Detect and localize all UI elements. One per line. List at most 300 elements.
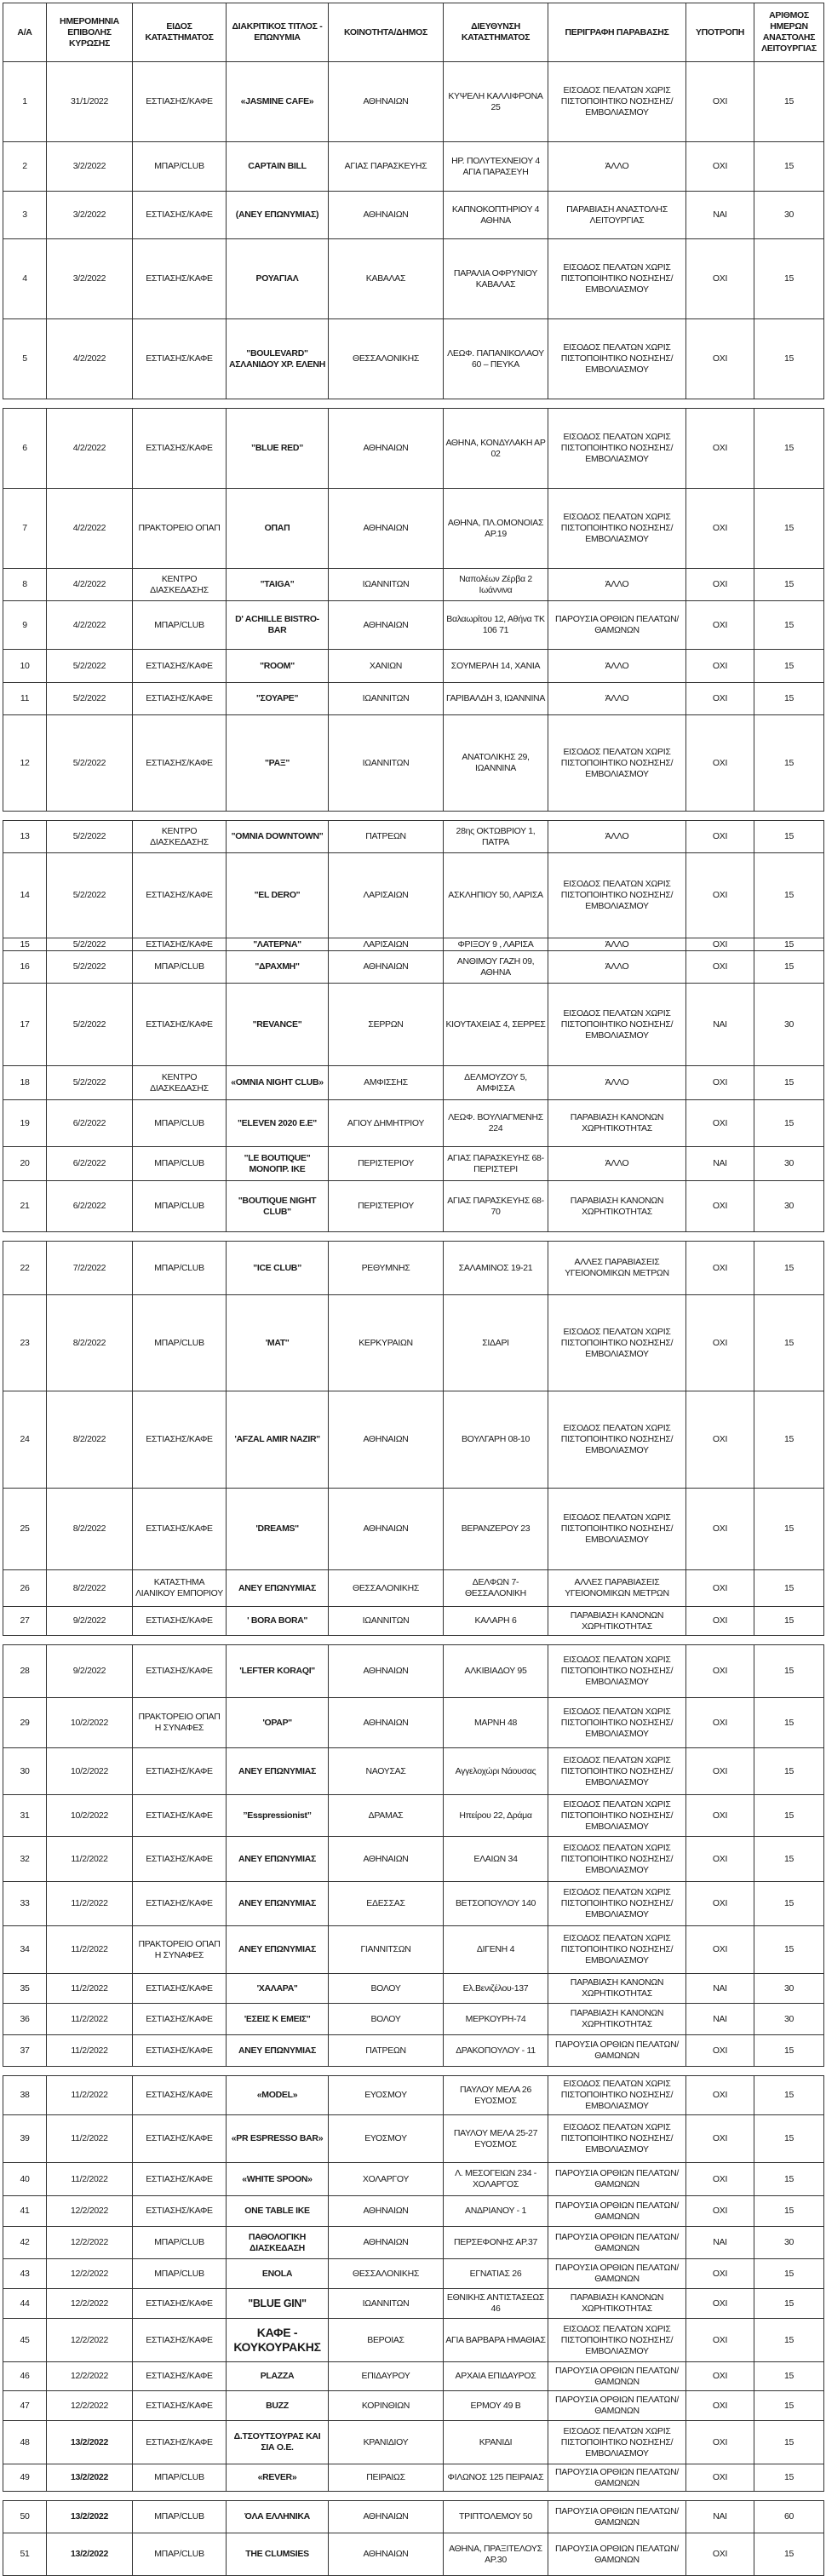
- cell-days: 30: [754, 2227, 824, 2259]
- cell-type: ΠΡΑΚΤΟΡΕΙΟ ΟΠΑΠ Η ΣΥΝΑΦΕΣ: [133, 1926, 227, 1974]
- cell-type: ΕΣΤΙΑΣΗΣ/ΚΑΦΕ: [133, 1882, 227, 1926]
- cell-days: 15: [754, 1100, 824, 1147]
- cell-address: ΚΑΠΝΟΚΟΠΤΗΡΙΟΥ 4 ΑΘΗΝΑ: [444, 192, 548, 239]
- cell-type: ΜΠΑΡ/CLUB: [133, 142, 227, 192]
- cell-address: ΕΡΜΟΥ 49 Β: [444, 2391, 548, 2421]
- cell-violation: ΕΙΣΟΔΟΣ ΠΕΛΑΤΩΝ ΧΩΡΙΣ ΠΙΣΤΟΠΟΙΗΤΙΚΟ ΝΟΣΗΣΗΣ/ΕΜΒΟΛΙΑΣΜΟΥ: [548, 853, 686, 938]
- cell-recurrence: ΟΧΙ: [686, 1570, 754, 1607]
- cell-violation: ΆΛΛΟ: [548, 569, 686, 601]
- cell-type: ΕΣΤΙΑΣΗΣ/ΚΑΦΕ: [133, 62, 227, 142]
- cell-days: 15: [754, 1066, 824, 1100]
- cell-type: ΕΣΤΙΑΣΗΣ/ΚΑΦΕ: [133, 2035, 227, 2067]
- cell-recurrence: ΝΑΙ: [686, 192, 754, 239]
- cell-date: 11/2/2022: [47, 2004, 133, 2035]
- cell-violation: ΠΑΡΟΥΣΙΑ ΟΡΘΙΩΝ ΠΕΛΑΤΩΝ/ΘΑΜΩΝΩΝ: [548, 2501, 686, 2533]
- column-header-aa: Α/Α: [3, 3, 47, 62]
- cell-name: ΑΝΕΥ ΕΠΩΝΥΜΙΑΣ: [227, 1837, 329, 1882]
- cell-violation: ΠΑΡΟΥΣΙΑ ΟΡΘΙΩΝ ΠΕΛΑΤΩΝ/ΘΑΜΩΝΩΝ: [548, 2533, 686, 2576]
- cell-date: 11/2/2022: [47, 2163, 133, 2196]
- cell-aa: 32: [3, 1837, 47, 1882]
- cell-violation: ΠΑΡΟΥΣΙΑ ΟΡΘΙΩΝ ΠΕΛΑΤΩΝ/ΘΑΜΩΝΩΝ: [548, 2227, 686, 2259]
- cell-violation: ΆΛΛΟ: [548, 821, 686, 853]
- cell-recurrence: ΟΧΙ: [686, 1489, 754, 1570]
- cell-name: "BOUTIQUE NIGHT CLUB": [227, 1181, 329, 1232]
- cell-violation: ΕΙΣΟΔΟΣ ΠΕΛΑΤΩΝ ΧΩΡΙΣ ΠΙΣΤΟΠΟΙΗΤΙΚΟ ΝΟΣΗΣΗΣ/ΕΜΒΟΛΙΑΣΜΟΥ: [548, 2076, 686, 2115]
- cell-municipality: ΛΑΡΙΣΑΙΩΝ: [329, 853, 444, 938]
- cell-type: ΕΣΤΙΑΣΗΣ/ΚΑΦΕ: [133, 319, 227, 399]
- cell-days: 15: [754, 239, 824, 319]
- cell-days: 15: [754, 715, 824, 812]
- cell-violation: ΕΙΣΟΔΟΣ ΠΕΛΑΤΩΝ ΧΩΡΙΣ ΠΙΣΤΟΠΟΙΗΤΙΚΟ ΝΟΣΗΣΗΣ/ΕΜΒΟΛΙΑΣΜΟΥ: [548, 1748, 686, 1795]
- cell-date: 5/2/2022: [47, 853, 133, 938]
- cell-municipality: ΙΩΑΝΝΙΤΩΝ: [329, 569, 444, 601]
- cell-type: ΜΠΑΡ/CLUB: [133, 601, 227, 650]
- cell-name: ΌΛΑ ΕΛΛΗΝΙΚΑ: [227, 2501, 329, 2533]
- cell-address: ΑΣΚΛΗΠΙΟΥ 50, ΛΑΡΙΣΑ: [444, 853, 548, 938]
- cell-recurrence: ΟΧΙ: [686, 650, 754, 683]
- cell-violation: ΕΙΣΟΔΟΣ ΠΕΛΑΤΩΝ ΧΩΡΙΣ ΠΙΣΤΟΠΟΙΗΤΙΚΟ ΝΟΣΗΣΗΣ/ΕΜΒΟΛΙΑΣΜΟΥ: [548, 715, 686, 812]
- cell-type: ΕΣΤΙΑΣΗΣ/ΚΑΦΕ: [133, 984, 227, 1066]
- column-header-name: ΔΙΑΚΡΙΤΙΚΟΣ ΤΙΤΛΟΣ - ΕΠΩΝΥΜΙΑ: [227, 3, 329, 62]
- cell-type: ΕΣΤΙΑΣΗΣ/ΚΑΦΕ: [133, 2196, 227, 2227]
- cell-municipality: ΛΑΡΙΣΑΙΩΝ: [329, 938, 444, 951]
- cell-recurrence: ΟΧΙ: [686, 951, 754, 984]
- cell-municipality: ΑΘΗΝΑΙΩΝ: [329, 2501, 444, 2533]
- cell-date: 8/2/2022: [47, 1489, 133, 1570]
- cell-name: "TAIGA": [227, 569, 329, 601]
- cell-recurrence: ΟΧΙ: [686, 601, 754, 650]
- cell-type: ΕΣΤΙΑΣΗΣ/ΚΑΦΕ: [133, 853, 227, 938]
- cell-name: 'AFZAL AMIR NAZIR'': [227, 1391, 329, 1489]
- cell-type: ΜΠΑΡ/CLUB: [133, 1242, 227, 1295]
- cell-days: 30: [754, 192, 824, 239]
- cell-address: Λ. ΜΕΣΟΓΕΙΩΝ 234 - ΧΟΛΑΡΓΟΣ: [444, 2163, 548, 2196]
- table-row: [3, 1066, 824, 1100]
- cell-type: ΕΣΤΙΑΣΗΣ/ΚΑΦΕ: [133, 2421, 227, 2464]
- cell-municipality: ΔΡΑΜΑΣ: [329, 1795, 444, 1837]
- cell-date: 13/2/2022: [47, 2464, 133, 2492]
- table-row: [3, 1147, 824, 1181]
- cell-name: 'ΧΑΛΑΡΑ'': [227, 1974, 329, 2004]
- cell-recurrence: ΟΧΙ: [686, 2035, 754, 2067]
- cell-address: ΒΟΥΛΓΑΡΗ 08-10: [444, 1391, 548, 1489]
- cell-aa: 1: [3, 62, 47, 142]
- cell-date: 11/2/2022: [47, 1882, 133, 1926]
- cell-recurrence: ΟΧΙ: [686, 1391, 754, 1489]
- cell-date: 9/2/2022: [47, 1607, 133, 1636]
- cell-violation: ΠΑΡΟΥΣΙΑ ΟΡΘΙΩΝ ΠΕΛΑΤΩΝ/ΘΑΜΩΝΩΝ: [548, 2391, 686, 2421]
- table-row: [3, 1570, 824, 1607]
- cell-violation: ΕΙΣΟΔΟΣ ΠΕΛΑΤΩΝ ΧΩΡΙΣ ΠΙΣΤΟΠΟΙΗΤΙΚΟ ΝΟΣΗΣΗΣ/ΕΜΒΟΛΙΑΣΜΟΥ: [548, 489, 686, 569]
- cell-recurrence: ΟΧΙ: [686, 1882, 754, 1926]
- cell-recurrence: ΝΑΙ: [686, 2004, 754, 2035]
- cell-violation: ΕΙΣΟΔΟΣ ΠΕΛΑΤΩΝ ΧΩΡΙΣ ΠΙΣΤΟΠΟΙΗΤΙΚΟ ΝΟΣΗΣΗΣ/ΕΜΒΟΛΙΑΣΜΟΥ: [548, 1698, 686, 1748]
- cell-violation: ΆΛΛΟ: [548, 650, 686, 683]
- cell-address: ΕΛΑΙΩΝ 34: [444, 1837, 548, 1882]
- cell-days: 15: [754, 489, 824, 569]
- cell-aa: 47: [3, 2391, 47, 2421]
- cell-municipality: ΑΓΙΑΣ ΠΑΡΑΣΚΕΥΗΣ: [329, 142, 444, 192]
- cell-municipality: ΑΘΗΝΑΙΩΝ: [329, 951, 444, 984]
- cell-municipality: ΝΑΟΥΣΑΣ: [329, 1748, 444, 1795]
- header-row: [3, 3, 824, 62]
- cell-recurrence: ΟΧΙ: [686, 1795, 754, 1837]
- cell-date: 5/2/2022: [47, 984, 133, 1066]
- cell-address: ΠΑΡΑΛΙΑ ΟΦΡΥΝΙΟΥ ΚΑΒΑΛΑΣ: [444, 239, 548, 319]
- cell-days: 15: [754, 142, 824, 192]
- cell-municipality: ΒΟΛΟΥ: [329, 1974, 444, 2004]
- cell-aa: 14: [3, 853, 47, 938]
- cell-municipality: ΘΕΣΣΑΛΟΝΙΚΗΣ: [329, 1570, 444, 1607]
- cell-address: ΗΡ. ΠΟΛΥΤΕΧΝΕΙΟΥ 4 ΑΓΙΑ ΠΑΡΑΣΕΥΗ: [444, 142, 548, 192]
- table-row: [3, 821, 824, 853]
- cell-name: 'DREAMS'': [227, 1489, 329, 1570]
- cell-name: "ELEVEN 2020 E.E": [227, 1100, 329, 1147]
- table-row: [3, 2289, 824, 2319]
- cell-days: 15: [754, 1570, 824, 1607]
- cell-name: «WHITE SPOON»: [227, 2163, 329, 2196]
- cell-address: ΛΕΩΦ. ΠΑΠΑΝΙΚΟΛΑΟΥ 60 – ΠΕΥΚΑ: [444, 319, 548, 399]
- cell-type: ΚΕΝΤΡΟ ΔΙΑΣΚΕΔΑΣΗΣ: [133, 569, 227, 601]
- cell-days: 15: [754, 938, 824, 951]
- cell-name: ΚΑΦΕ - ΚΟΥΚΟΥΡΑΚΗΣ: [227, 2319, 329, 2362]
- cell-address: Ηπείρου 22, Δράμα: [444, 1795, 548, 1837]
- cell-date: 10/2/2022: [47, 1748, 133, 1795]
- cell-municipality: ΑΓΙΟΥ ΔΗΜΗΤΡΙΟΥ: [329, 1100, 444, 1147]
- table-row: [3, 1181, 824, 1232]
- cell-aa: 51: [3, 2533, 47, 2576]
- cell-date: 8/2/2022: [47, 1570, 133, 1607]
- cell-violation: ΕΙΣΟΔΟΣ ΠΕΛΑΤΩΝ ΧΩΡΙΣ ΠΙΣΤΟΠΟΙΗΤΙΚΟ ΝΟΣΗΣΗΣ/ΕΜΒΟΛΙΑΣΜΟΥ: [548, 239, 686, 319]
- cell-aa: 37: [3, 2035, 47, 2067]
- cell-name: ΟΠΑΠ: [227, 489, 329, 569]
- cell-violation: ΕΙΣΟΔΟΣ ΠΕΛΑΤΩΝ ΧΩΡΙΣ ΠΙΣΤΟΠΟΙΗΤΙΚΟ ΝΟΣΗΣΗΣ/ΕΜΒΟΛΙΑΣΜΟΥ: [548, 1391, 686, 1489]
- cell-type: ΕΣΤΙΑΣΗΣ/ΚΑΦΕ: [133, 192, 227, 239]
- cell-recurrence: ΟΧΙ: [686, 2319, 754, 2362]
- cell-type: ΕΣΤΙΑΣΗΣ/ΚΑΦΕ: [133, 2163, 227, 2196]
- cell-municipality: ΚΕΡΚΥΡΑΙΩΝ: [329, 1295, 444, 1391]
- cell-name: 'OPAP'': [227, 1698, 329, 1748]
- cell-days: 15: [754, 1795, 824, 1837]
- cell-municipality: ΚΡΑΝΙΔΙΟΥ: [329, 2421, 444, 2464]
- cell-type: ΚΕΝΤΡΟ ΔΙΑΣΚΕΔΑΣΗΣ: [133, 1066, 227, 1100]
- cell-violation: ΑΛΛΕΣ ΠΑΡΑΒΙΑΣΕΙΣ ΥΓΕΙΟΝΟΜΙΚΩΝ ΜΕΤΡΩΝ: [548, 1242, 686, 1295]
- cell-days: 15: [754, 2391, 824, 2421]
- cell-recurrence: ΟΧΙ: [686, 1748, 754, 1795]
- cell-municipality: ΑΘΗΝΑΙΩΝ: [329, 2196, 444, 2227]
- cell-name: «PR ESPRESSO BAR»: [227, 2115, 329, 2163]
- cell-address: 28ης ΟΚΤΩΒΡΙΟΥ 1, ΠΑΤΡΑ: [444, 821, 548, 853]
- cell-name: ΑΝΕΥ ΕΠΩΝΥΜΙΑΣ: [227, 2035, 329, 2067]
- cell-aa: 21: [3, 1181, 47, 1232]
- cell-aa: 4: [3, 239, 47, 319]
- cell-address: ΔΕΛΜΟΥΖΟΥ 5, ΑΜΦΙΣΣΑ: [444, 1066, 548, 1100]
- cell-date: 11/2/2022: [47, 2115, 133, 2163]
- cell-days: 15: [754, 2196, 824, 2227]
- table-row: [3, 2421, 824, 2464]
- cell-recurrence: ΟΧΙ: [686, 2391, 754, 2421]
- cell-days: 15: [754, 1295, 824, 1391]
- cell-recurrence: ΝΑΙ: [686, 2227, 754, 2259]
- table-row: [3, 489, 824, 569]
- cell-address: ΤΡΙΠΤΟΛΕΜΟΥ 50: [444, 2501, 548, 2533]
- cell-municipality: ΘΕΣΣΑΛΟΝΙΚΗΣ: [329, 319, 444, 399]
- cell-days: 60: [754, 2501, 824, 2533]
- cell-date: 11/2/2022: [47, 2035, 133, 2067]
- cell-aa: 26: [3, 1570, 47, 1607]
- cell-municipality: ΑΘΗΝΑΙΩΝ: [329, 409, 444, 489]
- cell-days: 15: [754, 2259, 824, 2289]
- cell-recurrence: ΟΧΙ: [686, 2289, 754, 2319]
- cell-address: ΚΥΨΕΛΗ ΚΑΛΛΙΦΡΟΝΑ 25: [444, 62, 548, 142]
- column-header-days: ΑΡΙΘΜΟΣ ΗΜΕΡΩΝ ΑΝΑΣΤΟΛΗΣ ΛΕΙΤΟΥΡΓΙΑΣ: [754, 3, 824, 62]
- cell-recurrence: ΟΧΙ: [686, 1242, 754, 1295]
- cell-type: ΕΣΤΙΑΣΗΣ/ΚΑΦΕ: [133, 938, 227, 951]
- cell-address: Βαλαωρίτου 12, Αθήνα ΤΚ 106 71: [444, 601, 548, 650]
- cell-aa: 38: [3, 2076, 47, 2115]
- cell-aa: 24: [3, 1391, 47, 1489]
- table-row: [3, 2259, 824, 2289]
- cell-violation: ΠΑΡΟΥΣΙΑ ΟΡΘΙΩΝ ΠΕΛΑΤΩΝ/ΘΑΜΩΝΩΝ: [548, 2259, 686, 2289]
- cell-address: ΚΙΟΥΤΑΧΕΙΑΣ 4, ΣΕΡΡΕΣ: [444, 984, 548, 1066]
- cell-name: ΑΝΕΥ ΕΠΩΝΥΜΙΑΣ: [227, 1882, 329, 1926]
- table-row: [3, 1295, 824, 1391]
- cell-address: ΔΙΓΕΝΗ 4: [444, 1926, 548, 1974]
- cell-recurrence: ΟΧΙ: [686, 1837, 754, 1882]
- cell-aa: 5: [3, 319, 47, 399]
- cell-date: 3/2/2022: [47, 192, 133, 239]
- cell-date: 10/2/2022: [47, 1698, 133, 1748]
- cell-date: 5/2/2022: [47, 650, 133, 683]
- cell-date: 5/2/2022: [47, 1066, 133, 1100]
- cell-recurrence: ΟΧΙ: [686, 1295, 754, 1391]
- cell-aa: 50: [3, 2501, 47, 2533]
- cell-date: 5/2/2022: [47, 683, 133, 715]
- table-section: [3, 820, 824, 1232]
- cell-days: 30: [754, 984, 824, 1066]
- cell-aa: 11: [3, 683, 47, 715]
- cell-address: ΣΙΔΑΡΙ: [444, 1295, 548, 1391]
- cell-name: ONE TABLE ΙΚΕ: [227, 2196, 329, 2227]
- table-row: [3, 1795, 824, 1837]
- cell-municipality: ΑΘΗΝΑΙΩΝ: [329, 1489, 444, 1570]
- cell-name: ΑΝΕΥ ΕΠΩΝΥΜΙΑΣ: [227, 1926, 329, 1974]
- cell-municipality: ΠΑΤΡΕΩΝ: [329, 2035, 444, 2067]
- cell-days: 15: [754, 2076, 824, 2115]
- table-section: [3, 1241, 824, 1636]
- cell-violation: ΕΙΣΟΔΟΣ ΠΕΛΑΤΩΝ ΧΩΡΙΣ ΠΙΣΤΟΠΟΙΗΤΙΚΟ ΝΟΣΗΣΗΣ/ΕΜΒΟΛΙΑΣΜΟΥ: [548, 1489, 686, 1570]
- cell-violation: ΠΑΡΟΥΣΙΑ ΟΡΘΙΩΝ ΠΕΛΑΤΩΝ/ΘΑΜΩΝΩΝ: [548, 601, 686, 650]
- cell-recurrence: ΟΧΙ: [686, 1607, 754, 1636]
- cell-date: 12/2/2022: [47, 2319, 133, 2362]
- cell-date: 11/2/2022: [47, 1926, 133, 1974]
- cell-date: 7/2/2022: [47, 1242, 133, 1295]
- cell-aa: 31: [3, 1795, 47, 1837]
- cell-name: "ΔΡΑΧΜΗ": [227, 951, 329, 984]
- table-row: [3, 984, 824, 1066]
- cell-municipality: ΕΠΙΔΑΥΡΟΥ: [329, 2362, 444, 2391]
- cell-date: 4/2/2022: [47, 409, 133, 489]
- cell-municipality: ΒΟΛΟΥ: [329, 2004, 444, 2035]
- table-row: [3, 2196, 824, 2227]
- cell-name: "ROOM": [227, 650, 329, 683]
- cell-aa: 46: [3, 2362, 47, 2391]
- cell-aa: 49: [3, 2464, 47, 2492]
- table-row: [3, 2227, 824, 2259]
- table-row: [3, 951, 824, 984]
- cell-type: ΕΣΤΙΑΣΗΣ/ΚΑΦΕ: [133, 1974, 227, 2004]
- cell-days: 15: [754, 2421, 824, 2464]
- cell-aa: 30: [3, 1748, 47, 1795]
- table-row: [3, 142, 824, 192]
- cell-type: ΕΣΤΙΑΣΗΣ/ΚΑΦΕ: [133, 2004, 227, 2035]
- cell-name: «MODEL»: [227, 2076, 329, 2115]
- cell-name: ΑΝΕΥ ΕΠΩΝΥΜΙΑΣ: [227, 1748, 329, 1795]
- cell-municipality: ΑΘΗΝΑΙΩΝ: [329, 2533, 444, 2576]
- cell-aa: 42: [3, 2227, 47, 2259]
- cell-violation: ΠΑΡΟΥΣΙΑ ΟΡΘΙΩΝ ΠΕΛΑΤΩΝ/ΘΑΜΩΝΩΝ: [548, 2196, 686, 2227]
- cell-days: 15: [754, 2362, 824, 2391]
- cell-aa: 23: [3, 1295, 47, 1391]
- cell-recurrence: ΟΧΙ: [686, 409, 754, 489]
- column-header-address: ΔΙΕΥΘΥΝΣΗ ΚΑΤΑΣΤΗΜΑΤΟΣ: [444, 3, 548, 62]
- cell-days: 15: [754, 319, 824, 399]
- cell-name: ’’Esspressionist’’: [227, 1795, 329, 1837]
- cell-recurrence: ΟΧΙ: [686, 2464, 754, 2492]
- cell-name: 'LEFTER KORAQI'': [227, 1645, 329, 1698]
- cell-aa: 17: [3, 984, 47, 1066]
- cell-name: 'ΕΣΕΙΣ Κ ΕΜΕΙΣ'': [227, 2004, 329, 2035]
- cell-date: 13/2/2022: [47, 2501, 133, 2533]
- cell-days: 15: [754, 1242, 824, 1295]
- cell-municipality: ΙΩΑΝΝΙΤΩΝ: [329, 2289, 444, 2319]
- cell-name: "REVANCE": [227, 984, 329, 1066]
- cell-address: ΔΡΑΚΟΠΟΥΛΟΥ - 11: [444, 2035, 548, 2067]
- cell-aa: 34: [3, 1926, 47, 1974]
- column-header-recurrence: ΥΠΟΤΡΟΠΗ: [686, 3, 754, 62]
- cell-name: CAPTAIN BILL: [227, 142, 329, 192]
- cell-type: ΕΣΤΙΑΣΗΣ/ΚΑΦΕ: [133, 2362, 227, 2391]
- cell-violation: ΠΑΡΑΒΙΑΣΗ ΚΑΝΟΝΩΝ ΧΩΡΗΤΙΚΟΤΗΤΑΣ: [548, 1974, 686, 2004]
- cell-date: 12/2/2022: [47, 2196, 133, 2227]
- cell-name: "EL DERO": [227, 853, 329, 938]
- cell-municipality: ΙΩΑΝΝΙΤΩΝ: [329, 715, 444, 812]
- cell-recurrence: ΟΧΙ: [686, 683, 754, 715]
- cell-address: ΑΘΗΝΑ, ΠΛ.ΟΜΟΝΟΙΑΣ ΑΡ.19: [444, 489, 548, 569]
- cell-aa: 18: [3, 1066, 47, 1100]
- cell-date: 3/2/2022: [47, 239, 133, 319]
- cell-date: 12/2/2022: [47, 2259, 133, 2289]
- table-row: [3, 601, 824, 650]
- table-row: [3, 1489, 824, 1570]
- column-header-violation: ΠΕΡΙΓΡΑΦΗ ΠΑΡΑΒΑΣΗΣ: [548, 3, 686, 62]
- cell-date: 12/2/2022: [47, 2289, 133, 2319]
- cell-date: 3/2/2022: [47, 142, 133, 192]
- cell-days: 15: [754, 1926, 824, 1974]
- cell-aa: 25: [3, 1489, 47, 1570]
- cell-recurrence: ΟΧΙ: [686, 1645, 754, 1698]
- cell-date: 5/2/2022: [47, 715, 133, 812]
- table-row: [3, 1100, 824, 1147]
- table-row: [3, 1974, 824, 2004]
- cell-aa: 45: [3, 2319, 47, 2362]
- cell-days: 15: [754, 853, 824, 938]
- cell-type: ΜΠΑΡ/CLUB: [133, 1100, 227, 1147]
- cell-type: ΕΣΤΙΑΣΗΣ/ΚΑΦΕ: [133, 1391, 227, 1489]
- cell-date: 8/2/2022: [47, 1295, 133, 1391]
- cell-address: ΒΕΤΣΟΠΟΥΛΟΥ 140: [444, 1882, 548, 1926]
- cell-name: D' ACHILLE BISTRO-BAR: [227, 601, 329, 650]
- cell-type: ΕΣΤΙΑΣΗΣ/ΚΑΦΕ: [133, 2115, 227, 2163]
- cell-type: ΜΠΑΡ/CLUB: [133, 1181, 227, 1232]
- cell-type: ΕΣΤΙΑΣΗΣ/ΚΑΦΕ: [133, 2319, 227, 2362]
- cell-violation: ΕΙΣΟΔΟΣ ΠΕΛΑΤΩΝ ΧΩΡΙΣ ΠΙΣΤΟΠΟΙΗΤΙΚΟ ΝΟΣΗΣΗΣ/ΕΜΒΟΛΙΑΣΜΟΥ: [548, 1645, 686, 1698]
- cell-days: 15: [754, 569, 824, 601]
- cell-address: ΚΑΛΑΡΗ 6: [444, 1607, 548, 1636]
- cell-municipality: ΑΘΗΝΑΙΩΝ: [329, 1391, 444, 1489]
- cell-aa: 15: [3, 938, 47, 951]
- cell-name: «JASMINE CAFE»: [227, 62, 329, 142]
- table-row: [3, 1645, 824, 1698]
- cell-aa: 16: [3, 951, 47, 984]
- cell-type: ΕΣΤΙΑΣΗΣ/ΚΑΦΕ: [133, 2289, 227, 2319]
- cell-aa: 41: [3, 2196, 47, 2227]
- table-row: [3, 650, 824, 683]
- cell-violation: ΆΛΛΟ: [548, 1066, 686, 1100]
- cell-address: ΔΕΛΦΩΝ 7- ΘΕΣΣΑΛΟΝΙΚΗ: [444, 1570, 548, 1607]
- cell-recurrence: ΝΑΙ: [686, 1974, 754, 2004]
- table-row: [3, 2391, 824, 2421]
- cell-name: 'ΜΑΤ'': [227, 1295, 329, 1391]
- cell-days: 15: [754, 1607, 824, 1636]
- cell-days: 30: [754, 2004, 824, 2035]
- cell-violation: ΕΙΣΟΔΟΣ ΠΕΛΑΤΩΝ ΧΩΡΙΣ ΠΙΣΤΟΠΟΙΗΤΙΚΟ ΝΟΣΗΣΗΣ/ΕΜΒΟΛΙΑΣΜΟΥ: [548, 984, 686, 1066]
- cell-date: 4/2/2022: [47, 569, 133, 601]
- cell-municipality: ΕΔΕΣΣΑΣ: [329, 1882, 444, 1926]
- table-row: [3, 2163, 824, 2196]
- table-row: [3, 1837, 824, 1882]
- cell-type: ΕΣΤΙΑΣΗΣ/ΚΑΦΕ: [133, 1795, 227, 1837]
- cell-days: 15: [754, 1489, 824, 1570]
- cell-aa: 29: [3, 1698, 47, 1748]
- cell-name: ΡΟΥΑΓΙΑΛ: [227, 239, 329, 319]
- cell-address: ΜΕΡΚΟΥΡΗ-74: [444, 2004, 548, 2035]
- cell-address: ΑΓΙΑΣ ΠΑΡΑΣΚΕΥΗΣ 68-70: [444, 1181, 548, 1232]
- cell-violation: ΆΛΛΟ: [548, 938, 686, 951]
- cell-violation: ΆΛΛΟ: [548, 951, 686, 984]
- cell-address: ΕΓΝΑΤΙΑΣ 26: [444, 2259, 548, 2289]
- cell-type: ΕΣΤΙΑΣΗΣ/ΚΑΦΕ: [133, 683, 227, 715]
- cell-violation: ΠΑΡΑΒΙΑΣΗ ΑΝΑΣΤΟΛΗΣ ΛΕΙΤΟΥΡΓΙΑΣ: [548, 192, 686, 239]
- cell-municipality: ΒΕΡΟΙΑΣ: [329, 2319, 444, 2362]
- table-row: [3, 938, 824, 951]
- cell-date: 13/2/2022: [47, 2533, 133, 2576]
- column-header-type: ΕΙΔΟΣ ΚΑΤΑΣΤΗΜΑΤΟΣ: [133, 3, 227, 62]
- cell-date: 5/2/2022: [47, 938, 133, 951]
- cell-aa: 44: [3, 2289, 47, 2319]
- column-header-date: ΗΜΕΡΟΜΗΝΙΑ ΕΠΙΒΟΛΗΣ ΚΥΡΩΣΗΣ: [47, 3, 133, 62]
- table-row: [3, 319, 824, 399]
- cell-recurrence: ΟΧΙ: [686, 239, 754, 319]
- table-row: [3, 2501, 824, 2533]
- cell-name: "ΡΑΞ": [227, 715, 329, 812]
- cell-type: ΚΑΤΑΣΤΗΜΑ ΛΙΑΝΙΚΟΥ ΕΜΠΟΡΙΟΥ: [133, 1570, 227, 1607]
- cell-municipality: ΧΟΛΑΡΓΟΥ: [329, 2163, 444, 2196]
- table-row: [3, 2004, 824, 2035]
- cell-type: ΕΣΤΙΑΣΗΣ/ΚΑΦΕ: [133, 2391, 227, 2421]
- cell-address: Αγγελοχώρι Νάουσας: [444, 1748, 548, 1795]
- cell-municipality: ΑΜΦΙΣΣΗΣ: [329, 1066, 444, 1100]
